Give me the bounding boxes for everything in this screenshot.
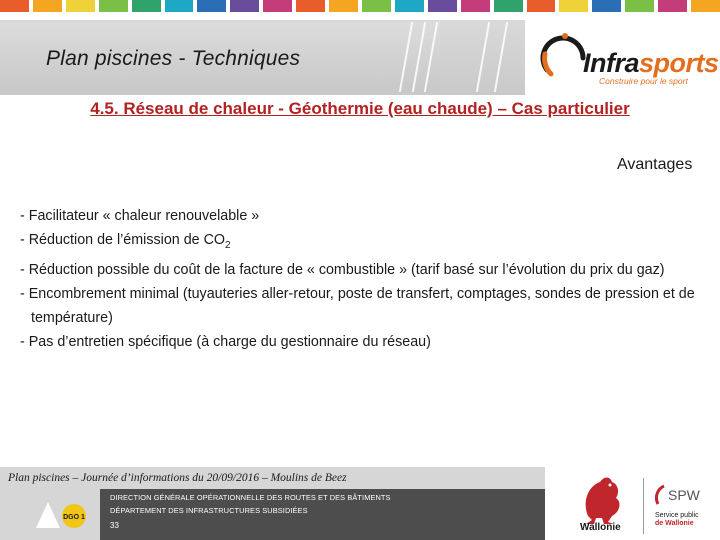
color-strip-segment xyxy=(33,0,62,12)
footer-caption: Plan piscines – Journée d’informations du 20/09/2016 – Moulins de Beez xyxy=(8,472,347,484)
color-strip-segment xyxy=(428,0,457,12)
infrasports-wordmark: Infrasports xyxy=(583,48,719,78)
color-strip-segment xyxy=(494,0,523,12)
color-strip-segment xyxy=(461,0,490,12)
section-subtitle: 4.5. Réseau de chaleur - Géothermie (eau chaude) – Cas particulier xyxy=(90,99,630,118)
color-strip-segment xyxy=(625,0,654,12)
color-strip-segment xyxy=(527,0,556,12)
spw-line-2: de Wallonie xyxy=(655,520,694,527)
color-strip xyxy=(0,0,720,12)
list-item xyxy=(20,228,700,258)
co2-text: - Réduction de l’émission de CO xyxy=(20,232,226,248)
color-strip-segment xyxy=(658,0,687,12)
color-strip-segment xyxy=(263,0,292,12)
advantages-list xyxy=(20,204,700,354)
wallonie-label: Wallonie xyxy=(580,522,621,533)
co2-subscript: 2 xyxy=(225,239,231,251)
color-strip-segment xyxy=(395,0,424,12)
list-item: - Facilitateur « chaleur renouvelable » xyxy=(20,208,260,224)
color-strip-segment xyxy=(0,0,29,12)
spw-logo-icon xyxy=(654,480,708,510)
page-number: 33 xyxy=(110,521,119,530)
footer-direction: DIRECTION GÉNÉRALE OPÉRATIONNELLE DES ROUTES ET DES BÂTIMENTS xyxy=(110,493,391,502)
color-strip-segment xyxy=(691,0,720,12)
logo-tagline: Construire pour le sport xyxy=(599,76,688,86)
dgo-badge-icon xyxy=(30,494,90,534)
infrasports-logo xyxy=(525,20,720,95)
logo-divider xyxy=(643,478,644,534)
color-strip-segment xyxy=(99,0,128,12)
list-item: - Réduction possible du coût de la facture de « combustible » (tarif basé sur l’évolution du prix du gaz) xyxy=(20,261,665,278)
color-strip-segment xyxy=(592,0,621,12)
list-item: - Pas d’entretien spécifique (à charge du gestionnaire du réseau) xyxy=(20,333,431,350)
avantages-heading: Avantages xyxy=(617,156,693,173)
footer-department: DÉPARTEMENT DES INFRASTRUCTURES SUBSIDIÉES xyxy=(110,506,308,515)
badge-label: DGO 1 xyxy=(63,514,85,521)
spw-line-1: Service public xyxy=(655,512,699,519)
color-strip-segment xyxy=(66,0,95,12)
list-item: - Encombrement minimal (tuyauteries aller-retour, poste de transfert, comptages, sondes de pression et de température) xyxy=(20,285,695,326)
color-strip-segment xyxy=(329,0,358,12)
color-strip-segment xyxy=(559,0,588,12)
color-strip-segment xyxy=(132,0,161,12)
slide-title: Plan piscines - Techniques xyxy=(46,47,301,70)
avantages-heading-wrap xyxy=(0,156,714,174)
color-strip-segment xyxy=(296,0,325,12)
color-strip-segment xyxy=(230,0,259,12)
color-strip-segment xyxy=(362,0,391,12)
spw-label: SPW xyxy=(668,487,700,503)
color-strip-segment xyxy=(165,0,194,12)
color-strip-segment xyxy=(197,0,226,12)
spw-text xyxy=(655,512,699,528)
